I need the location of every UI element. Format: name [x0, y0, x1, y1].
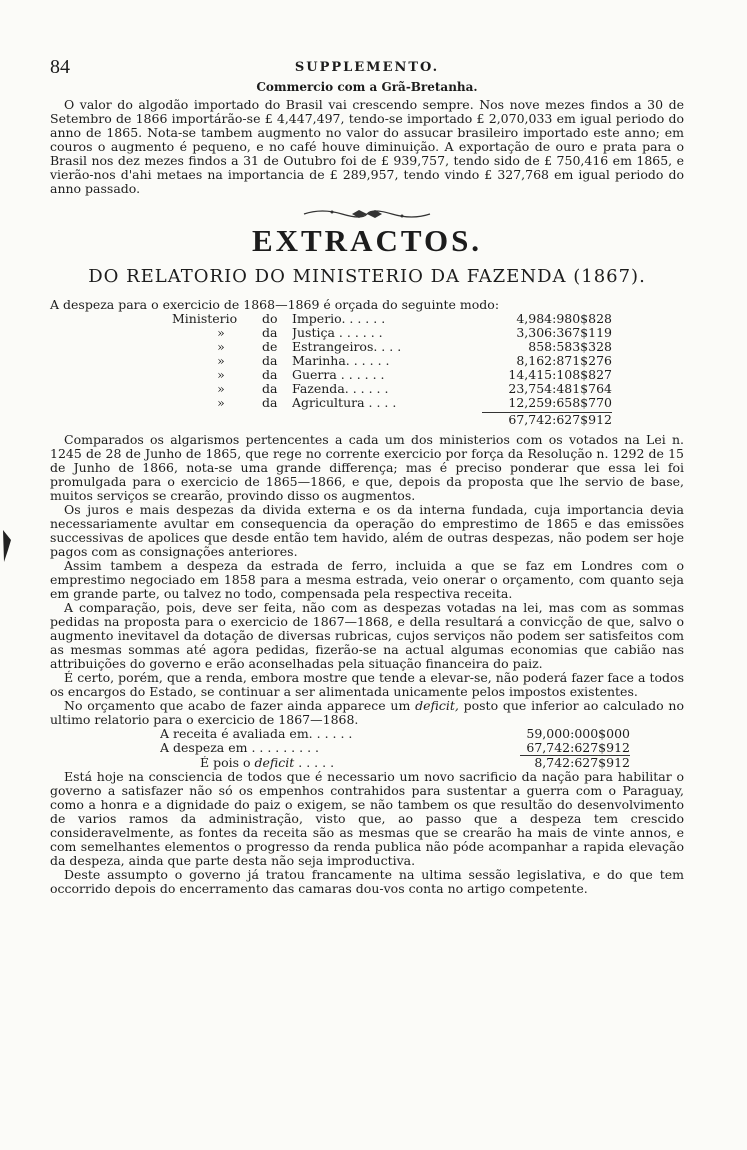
calc-row-expense [160, 741, 630, 756]
budget-amount: 858:583$328 [528, 339, 612, 354]
body-paragraph: Assim tambem a despeza da estrada de ferro, incluida a que se faz em Londres com o emprestimo negociado em 1858 para a mesma estrada, veio onerar o orçamento, com quanto seja em grande parte, ou talvez no todo, compensada pela respectiva receita. [50, 558, 684, 601]
budget-row [172, 312, 612, 326]
commerce-section-title: Commercio com a Grã-Bretanha. [256, 80, 478, 94]
calc-row-deficit [160, 756, 630, 770]
budget-label-b: da [262, 367, 278, 382]
budget-label-c: Marinha. . . . . . [292, 354, 390, 368]
budget-label-b: do [262, 311, 278, 326]
budget-label-c: Justiça . . . . . . [292, 326, 383, 340]
ornament-icon [302, 207, 432, 221]
deficit-word: deficit, [415, 698, 459, 713]
revenue-label: A receita é avaliada em. . . . . . [160, 727, 353, 741]
body-paragraph: A comparação, pois, deve ser feita, não com as despezas votadas na lei, mas com as sommas pedidas na proposta para o exercicio de 1867—1868, e della resultará a convicção de que, salvo o augmento inevitavel da dotação de diversas rubricas, cujos serviços não podem ser satisfeitos com as mesmas sommas até agora pedidas, fizerão-se na actual algumas economias que cabião nas attribuições do governo e erão aconselhadas pela situação financeira do paiz. [50, 600, 684, 671]
closing-paragraph: Está hoje na consciencia de todos que é necessario um novo sacrificio da nação para habilitar o governo a satisfazer não só os empenhos contrahidos para sustentar a guerra com o Paraguay, como a honra e a dignidade do paiz o exigem, se não tambem os que resultão do desenvolvimento de varios ramos da administração, visto que, ao passo que a despeza tem crescido consideravelmente, as fontes da receita são as mesmas que se crearão ha mais de vinte annos, e com semelhantes elementos o progresso da renda publica não póde acompanhar a rapida elevação da despeza, ainda que parte desta não seja improductiva. [50, 769, 684, 868]
budget-amount: 12,259:658$770 [508, 395, 612, 410]
deficit-intro-a: No orçamento que acabo de fazer ainda apparece um [64, 698, 411, 713]
deficit-label-a: É pois o [200, 756, 251, 770]
budget-label-b: da [262, 395, 278, 410]
budget-row [172, 396, 612, 410]
ornament-divider [50, 206, 684, 220]
budget-label-c: Fazenda. . . . . . [292, 382, 389, 396]
budget-row [172, 326, 612, 340]
budget-amount: 8,162:871$276 [516, 353, 612, 368]
closing-paragraph: Deste assumpto o governo já tratou francamente na ultima sessão legislativa, e do que tem occorrido depois do encerramento das camaras dou-vos conta no artigo competente. [50, 867, 684, 896]
expense-value: 67,742:627$912 [520, 741, 630, 756]
budget-row [172, 368, 612, 382]
budget-label-c: Agricultura . . . . [292, 396, 397, 410]
budget-intro: A despeza para o exercicio de 1868—1869 é orçada do seguinte modo: [50, 297, 500, 312]
budget-label-a: » [217, 353, 225, 368]
budget-label-a: » [217, 381, 225, 396]
budget-amount: 4,984:980$828 [516, 311, 612, 326]
budget-row [172, 354, 612, 368]
page-number: 84 [50, 56, 70, 78]
page [50, 56, 684, 896]
budget-amount: 14,415:108$827 [508, 367, 612, 382]
commerce-paragraph: O valor do algodão importado do Brasil vai crescendo sempre. Nos nove mezes findos a 30 de Setembro de 1866 importárão-se £ 4,447,497, tendo-se importado £ 2,070,033 em igual periodo do anno de 1865. Nota-se tambem augmento no valor do assucar brasileiro importado este anno; em couros o augmento é pequeno, e no café houve diminuição. A exportação de ouro e prata para o Brasil nos dez mezes findos a 31 de Outubro foi de £ 939,757, tendo sido de £ 750,416 em 1865, e vierão-nos d'ahi metaes na importancia de £ 289,957, tendo vindo £ 327,768 em igual periodo do anno passado. [50, 97, 684, 196]
budget-label-c: Estrangeiros. . . . [292, 340, 402, 354]
deficit-calculation [160, 727, 630, 770]
budget-total: 67,742:627$912 [482, 412, 612, 427]
budget-row [172, 382, 612, 396]
budget-row [172, 340, 612, 354]
budget-amount: 23,754:481$764 [508, 381, 612, 396]
deficit-intro [50, 699, 684, 727]
body-paragraph: Os juros e mais despezas da divida externa e os da interna fundada, cuja importancia devia necessariamente avultar em consequencia da operação do emprestimo de 1865 e das emissões successivas de apolices que desde então tem havido, além de outras despezas, não podem ser hoje pagos com as consignações anteriores. [50, 502, 684, 559]
extracts-heading: EXTRACTOS. [251, 223, 483, 258]
budget-label-a: » [217, 395, 225, 410]
margin-ink-mark [2, 528, 12, 564]
deficit-value: 8,742:627$912 [534, 755, 630, 770]
running-title: SUPPLEMENTO. [294, 60, 440, 75]
budget-label-a: Ministerio [172, 311, 238, 326]
budget-label-c: Imperio. . . . . . [292, 312, 386, 326]
extracts-subheading: DO RELATORIO DO MINISTERIO DA FAZENDA (1867). [88, 266, 646, 287]
budget-label-a: » [217, 339, 225, 354]
deficit-dots: . . . . . [298, 756, 335, 770]
deficit-label [200, 756, 520, 770]
budget-label-b: da [262, 353, 278, 368]
calc-row-revenue [160, 727, 630, 741]
budget-label-a: » [217, 367, 225, 382]
budget-label-b: de [262, 339, 278, 354]
budget-label-c: Guerra . . . . . . [292, 368, 385, 382]
body-paragraph: Comparados os algarismos pertencentes a cada um dos ministerios com os votados na Lei n. 1245 de 28 de Junho de 1865, que rege no corrente exercicio por força da Resolução n. 1292 de 15 de Junho de 1866, nota-se uma grande differença; mas é preciso ponderar que essa lei foi promulgada para o exercicio de 1865—1866, e que, depois da proposta que lhe servio de base, muitos serviços se crearão, provindo disso os augmentos. [50, 432, 684, 503]
budget-label-b: da [262, 381, 278, 396]
deficit-intro-b: posto que inferior ao calculado no ultimo relatorio para o exercicio de 1867—1868. [50, 698, 684, 727]
deficit-label-b: deficit [254, 756, 295, 770]
budget-amount: 3,306:367$119 [516, 325, 612, 340]
expense-label: A despeza em . . . . . . . . . [160, 741, 319, 755]
page-header [50, 56, 684, 78]
budget-label-a: » [217, 325, 225, 340]
budget-label-b: da [262, 325, 278, 340]
body-paragraph: É certo, porém, que a renda, embora mostre que tende a elevar-se, não poderá fazer face a todos os encargos do Estado, se continuar a ser alimentada unicamente pelos impostos existentes. [50, 670, 684, 699]
budget-table [172, 312, 612, 427]
revenue-value: 59,000:000$000 [526, 726, 630, 741]
